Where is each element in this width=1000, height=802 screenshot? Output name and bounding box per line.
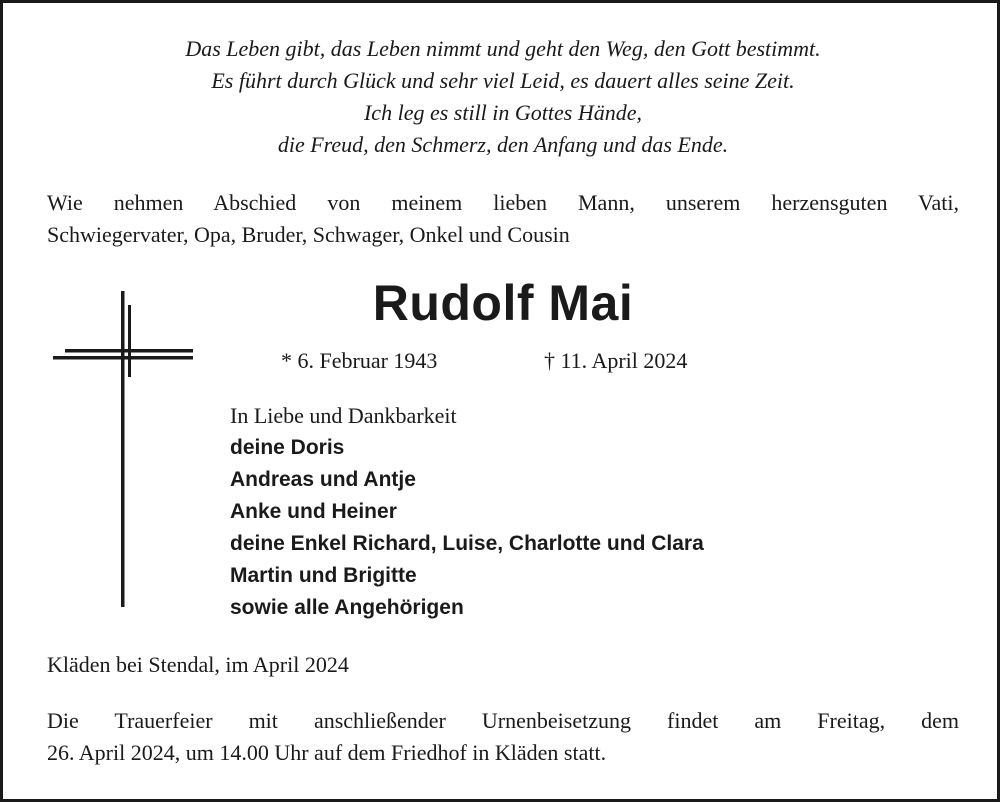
birth-date: * 6. Februar 1943 <box>281 348 438 373</box>
family-member: Anke und Heiner <box>230 500 397 523</box>
poem-line: Ich leg es still in Gottes Hände, <box>363 100 642 125</box>
intro-line: Wie nehmen Abschied von meinem lieben Mann, unserem herzensguten Vati, <box>47 190 959 215</box>
poem <box>3 33 1000 161</box>
deceased-name: Rudolf Mai <box>372 275 634 331</box>
funeral-line: 26. April 2024, um 14.00 Uhr auf dem Friedhof in Kläden statt. <box>47 740 607 765</box>
poem-line: die Freud, den Schmerz, den Anfang und das Ende. <box>277 132 729 157</box>
funeral-info <box>47 705 959 769</box>
poem-line: Das Leben gibt, das Leben nimmt und geht den Weg, den Gott bestimmt. <box>185 36 821 61</box>
death-date: † 11. April 2024 <box>544 348 688 373</box>
family-signature <box>230 400 704 624</box>
poem-line: Es führt durch Glück und sehr viel Leid, es dauert alles seine Zeit. <box>211 68 795 93</box>
family-member: Martin und Brigitte <box>230 564 417 587</box>
funeral-line: Die Trauerfeier mit anschließender Urnenbeisetzung findet am Freitag, dem <box>47 708 959 733</box>
family-member: sowie alle Angehörigen <box>230 596 464 619</box>
family-member: Andreas und Antje <box>230 468 416 491</box>
intro-text <box>47 187 959 251</box>
intro-line: Schwiegervater, Opa, Bruder, Schwager, Onkel und Cousin <box>47 222 570 247</box>
cross-icon <box>53 291 193 607</box>
place-date: Kläden bei Stendal, im April 2024 <box>47 652 349 677</box>
family-intro: In Liebe und Dankbarkeit <box>230 403 457 428</box>
family-member: deine Enkel Richard, Luise, Charlotte und Clara <box>230 532 704 555</box>
family-member: deine Doris <box>230 436 345 459</box>
